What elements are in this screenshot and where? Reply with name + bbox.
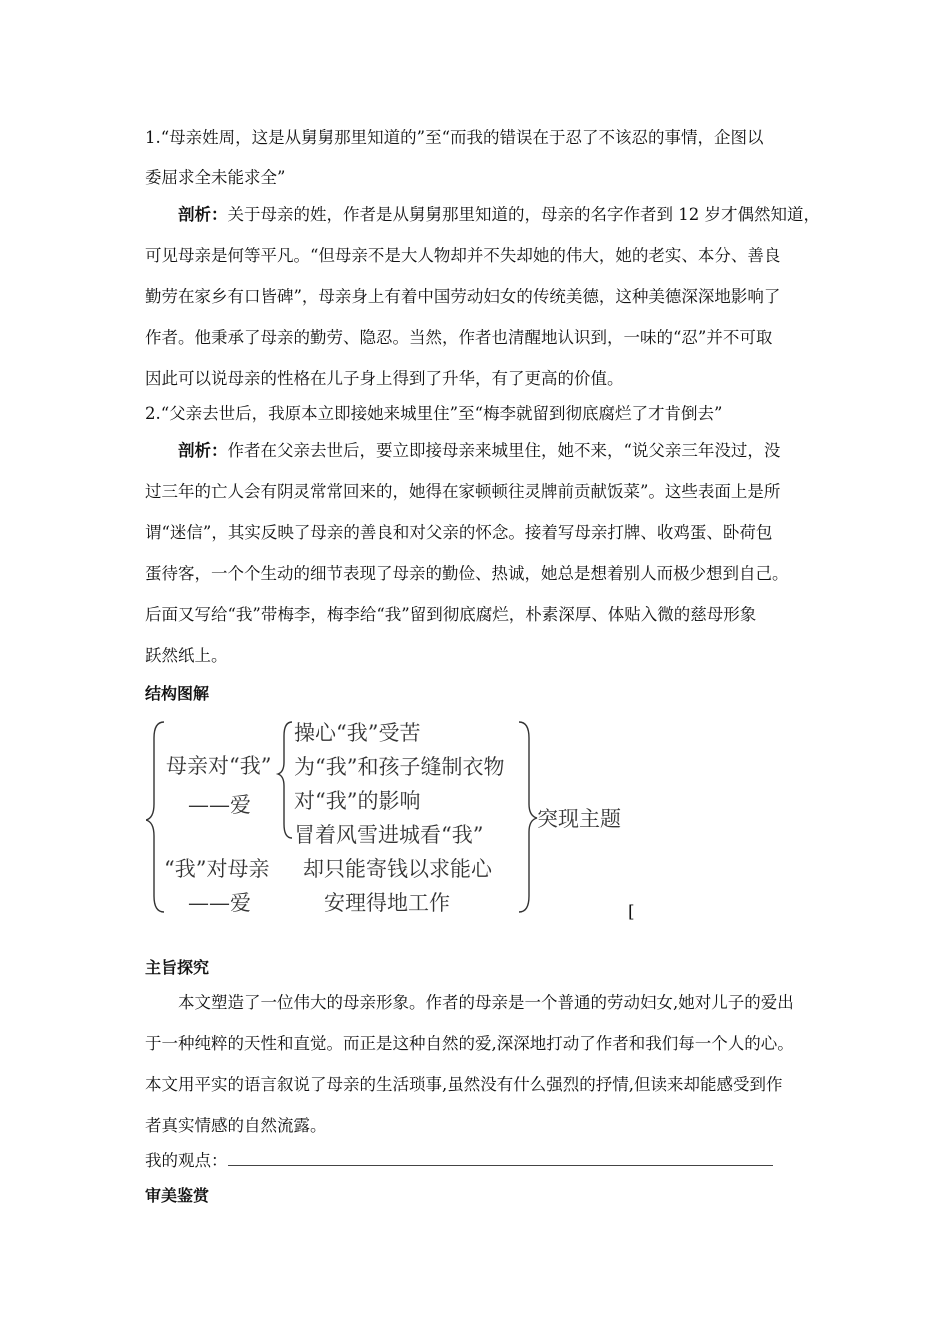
mother-item-4: 冒着风雪进城看“我” [294,823,484,847]
aesthetic-title: 审美鉴赏 [145,1186,210,1205]
section1-analysis-line2: 可见母亲是何等平凡。“但母亲不是大人物却并不失却她的伟大，她的老实、本分、善良 [145,246,781,265]
son-label-1: “我”对母亲 [164,857,270,881]
my-view-blank[interactable] [228,1151,773,1166]
mother-label-1: 母亲对“我” [166,754,272,778]
son-item-1: 却只能寄钱以求能心 [303,857,492,881]
mother-item-3: 对“我”的影响 [294,789,421,813]
section2-analysis-line6: 跃然纸上。 [145,646,228,665]
structure-title: 结构图解 [145,684,210,703]
mother-label-2: ——爱 [188,793,251,817]
section2-analysis-line5: 后面又写给“我”带梅李，梅李给“我”留到彻底腐烂，朴素深厚、体贴入微的慈母形象 [145,605,757,624]
section1-analysis-line5: 因此可以说母亲的性格在儿子身上得到了升华，有了更高的价值。 [145,369,624,388]
section2-analysis-line4: 蛋待客，一个个生动的细节表现了母亲的勤俭、热诚，她总是想着别人而极少想到自己。 [145,564,789,583]
analysis-label: 剖析： [178,441,228,460]
theme-line1: 本文塑造了一位伟大的母亲形象。作者的母亲是一个普通的劳动妇女,她对儿子的爱出 [178,993,794,1012]
left-brace [146,722,164,912]
section2-analysis-line3: 谓“迷信”，其实反映了母亲的善良和对父亲的怀念。接着写母亲打牌、收鸡蛋、卧荷包 [145,523,773,542]
stray-bracket: [ [628,902,635,922]
my-view-label: 我的观点： [145,1151,228,1170]
section1-analysis-line3: 勤劳在家乡有口皆碑”，母亲身上有着中国劳动妇女的传统美德，这种美德深深地影响了 [145,287,781,306]
theme-line3: 本文用平实的语言叙说了母亲的生活琐事,虽然没有什么强烈的抒情,但读来却能感受到作 [145,1075,783,1094]
my-view-line [145,1151,773,1171]
section2-heading: 2.“父亲去世后，我原本立即接她来城里住”至“梅李就留到彻底腐烂了才肯倒去” [145,404,723,423]
theme-line4: 者真实情感的自然流露。 [145,1116,327,1135]
section2-analysis-line2: 过三年的亡人会有阴灵常常回来的，她得在家顿顿往灵牌前贡献饭菜”。这些表面上是所 [145,482,781,501]
son-label-2: ——爱 [188,891,251,915]
theme-line2: 于一种纯粹的天性和直觉。而正是这种自然的爱,深深地打动了作者和我们每一个人的心。 [145,1034,794,1053]
mother-items-brace [278,722,292,838]
section1-analysis-line1 [178,205,820,225]
structure-diagram [146,716,636,916]
section1-heading-line2: 委屈求全未能求全” [145,168,286,187]
section2-analysis-line1 [178,441,780,461]
son-item-2: 安理得地工作 [324,891,450,915]
section1-analysis-line4: 作者。他秉承了母亲的勤劳、隐忍。当然，作者也清醒地认识到，一味的“忍”并不可取 [145,328,773,347]
mother-item-1: 操心“我”受苦 [294,721,421,745]
theme-section-title: 主旨探究 [145,958,210,977]
analysis-text: 关于母亲的姓，作者是从舅舅那里知道的，母亲的名字作者到 12 岁才偶然知道， [227,205,820,224]
mother-item-2: 为“我”和孩子缝制衣物 [294,755,505,779]
analysis-label: 剖析： [178,205,228,224]
right-brace [519,722,537,912]
theme-label: 突现主题 [537,807,621,831]
analysis-text: 作者在父亲去世后，要立即接母亲来城里住，她不来，“说父亲三年没过，没 [227,441,781,460]
section1-heading-line1: 1.“母亲姓周，这是从舅舅那里知道的”至“而我的错误在于忍了不该忍的事情，企图以 [145,128,764,147]
